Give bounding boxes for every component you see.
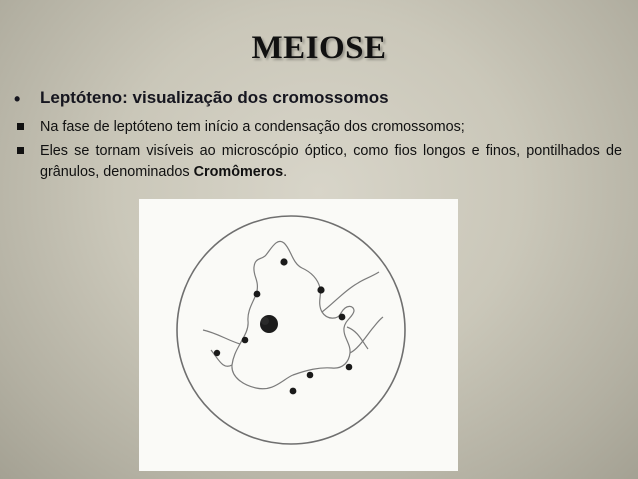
chromomere	[317, 286, 324, 293]
leptotene-cell-drawing-icon	[139, 199, 458, 471]
nucleolus	[261, 317, 269, 325]
bullet-item-condensacao	[14, 117, 622, 138]
chromosome-thread	[232, 241, 354, 388]
square-bullet-icon	[17, 123, 24, 130]
chromomere	[339, 314, 346, 321]
bullet-text: Eles se tornam visíveis ao microscópio óptico, como fios longos e finos, pontilhados de grânulos, denominados	[40, 143, 622, 180]
bullet-marker: •	[14, 89, 21, 109]
chromomere	[254, 291, 261, 298]
chromosome-thread	[203, 330, 240, 344]
bullet-text: Leptóteno: visualização dos cromossomos	[40, 88, 389, 107]
chromomere	[242, 337, 249, 344]
bullet-emphasis: Cromômeros	[193, 164, 284, 180]
bullet-text-end: .	[283, 164, 288, 180]
chromomere	[307, 372, 314, 379]
chromomere	[346, 364, 353, 371]
chromomere	[280, 258, 287, 265]
bullet-text: Na fase de leptóteno tem início a condensação dos cromossomos;	[40, 119, 465, 135]
chromomere	[290, 388, 297, 395]
bullet-item-cromomeros	[14, 141, 622, 183]
square-bullet-icon	[17, 147, 24, 154]
leptotene-figure	[139, 199, 458, 471]
bullet-item-leptoteno	[14, 88, 622, 108]
chromomere	[214, 350, 220, 356]
slide-title: MEIOSE	[251, 30, 387, 66]
bullet-list	[14, 88, 622, 186]
